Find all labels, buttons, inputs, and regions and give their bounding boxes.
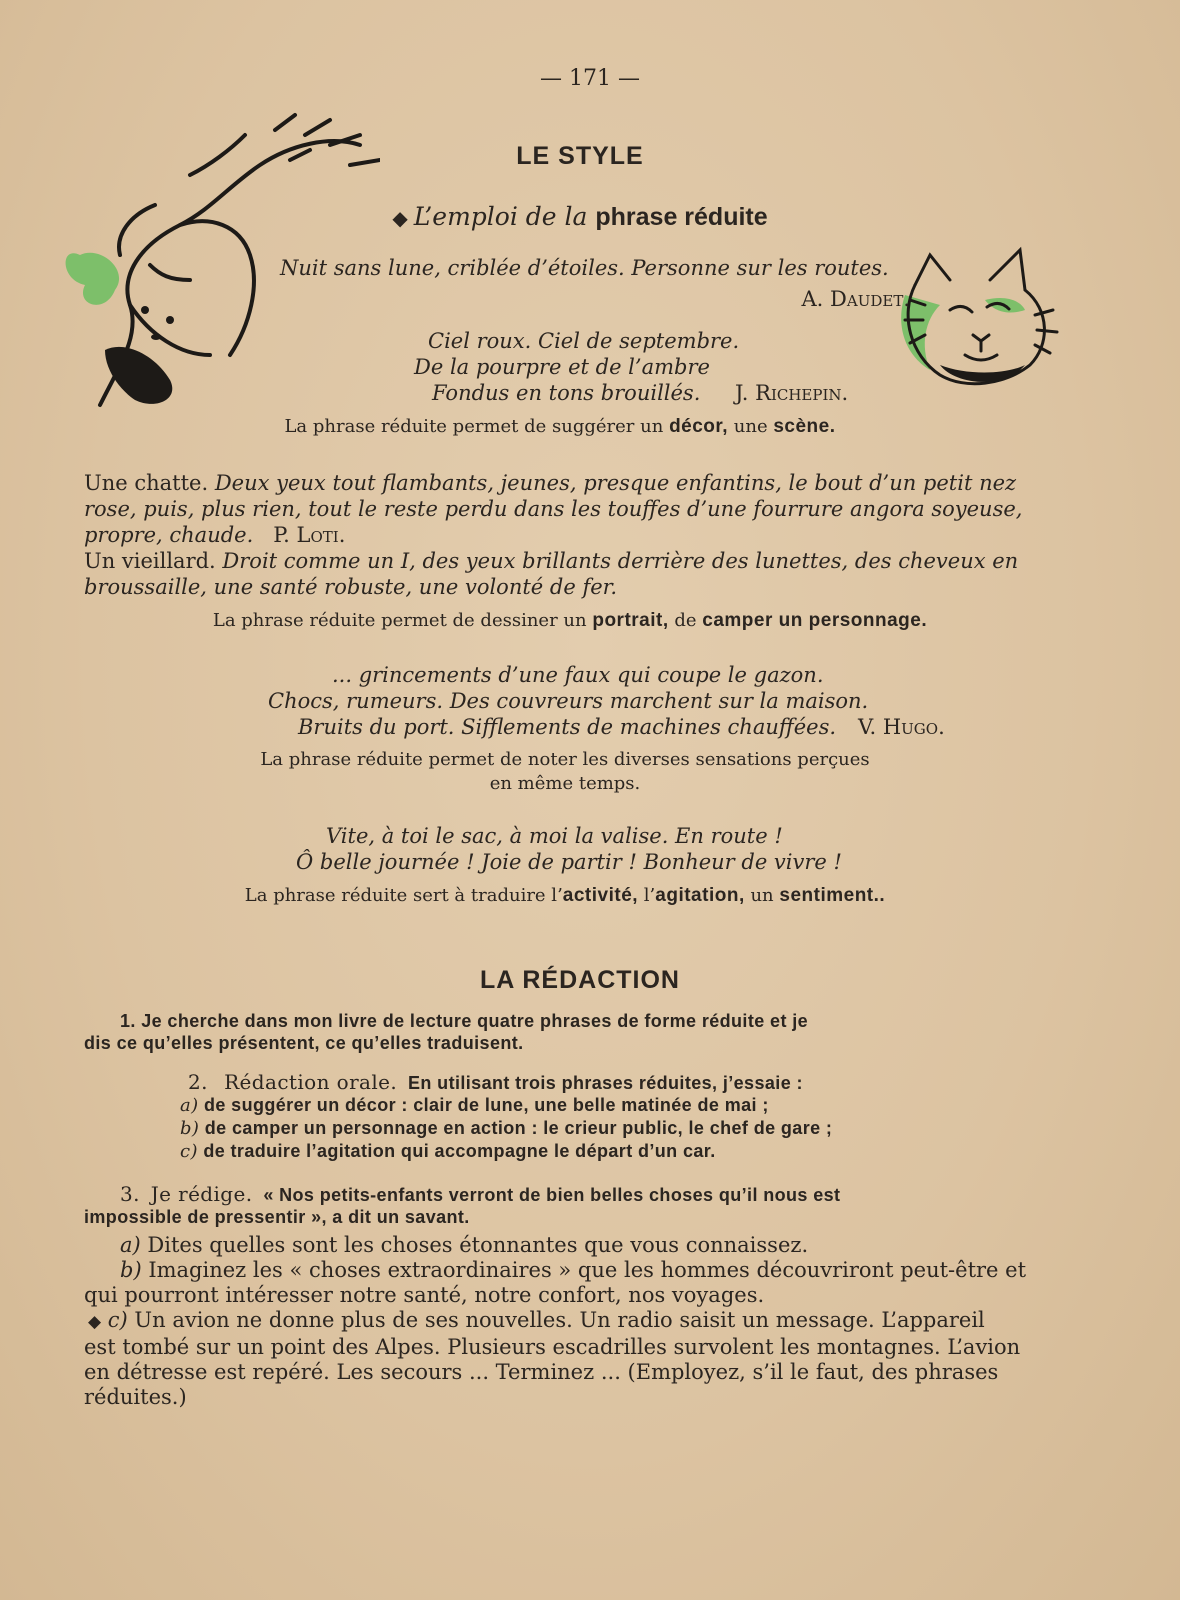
- verse-line: Bruits du port. Sifflements de machines chauffées.: [298, 715, 837, 739]
- diamond-bullet-icon: ◆: [392, 206, 408, 230]
- verse-line: Ciel roux. Ciel de septembre.: [428, 329, 740, 353]
- exercise-3-body: a) Dites quelles sont les choses étonnantes que vous connaissez. b) Imaginez les « choses extraordinaires » que les hommes découvriront peut-être et qui pourront intéresser notre santé, notre confort, nos voyages. ◆ c) Un avion ne donne plus de ses nouvelles. Un radio saisit un message. L’appareil est tombé sur un point des Alpes. Plusieurs escadrilles survolent les montagnes. L’avion en détresse est repéré. Les secours ... Terminez ... (Employez, s’il le faut, des phrases réduites.): [84, 1233, 1027, 1409]
- list-item: a) de suggérer un décor : clair de lune, une belle matinée de mai ;: [180, 1095, 769, 1116]
- rule-statement: La phrase réduite sert à traduire l’activité, l’agitation, un sentiment..: [244, 885, 886, 906]
- section-title-redaction: LA RÉDACTION: [480, 966, 680, 994]
- rule-statement: La phrase réduite permet de dessiner un portrait, de camper un personnage.: [212, 610, 928, 631]
- author-hugo: V. Hugo.: [858, 715, 945, 739]
- author-daudet: A. Daudet.: [801, 287, 910, 311]
- subtitle-lead: L’emploi de la: [413, 202, 588, 231]
- verse-line: ... grincements d’une faux qui coupe le gazon.: [332, 663, 824, 687]
- subtitle-term: phrase réduite: [595, 203, 768, 231]
- verse-line: De la pourpre et de l’ambre: [414, 355, 710, 379]
- section-title-style: LE STYLE: [516, 142, 644, 170]
- rule-statement: La phrase réduite permet de suggérer un décor, une scène.: [284, 416, 836, 437]
- cat-illustration-right: [895, 245, 1065, 395]
- diamond-bullet-icon: ◆: [88, 1312, 102, 1332]
- verse-line: Vite, à toi le sac, à moi la valise. En route !: [326, 824, 783, 848]
- page-number: — 171 —: [540, 66, 640, 91]
- exercise-1: 1. Je cherche dans mon livre de lecture quatre phrases de forme réduite et je dis ce qu’elles présentent, ce qu’elles traduisent.: [84, 1011, 809, 1053]
- paragraph-chatte: Une chatte. Deux yeux tout flambants, jeunes, presque enfantins, le bout d’un petit nez rose, puis, plus rien, tout le reste perdu dans les touffes d’une fourrure angora soyeuse, propre, chaude. P. Loti. Un vieillard. Droit comme un I, des yeux brillants derrière des lunettes, des cheveux en broussaille, une santé robuste, une volonté de fer.: [84, 471, 1023, 599]
- rule-statement: La phrase réduite permet de noter les diverses sensations perçues en même temps.: [260, 749, 870, 794]
- exercise-2: 2. Rédaction orale. En utilisant trois phrases réduites, j’essaie : a) de suggérer un décor : clair de lune, une belle matinée de mai ; b) de camper un personnage en action : le crieur public, le chef de gare ; c) de traduire l’agitation qui accompagne le départ d’un car.: [180, 1071, 1060, 1163]
- exercise-3-heading: 3. Je rédige. « Nos petits-enfants verront de bien belles choses qu’il nous est impossible de pressentir », a dit un savant.: [84, 1182, 841, 1227]
- author-richepin: J. Richepin.: [735, 381, 849, 405]
- verse-line: Chocs, rumeurs. Des couvreurs marchent sur la maison.: [268, 689, 869, 713]
- verse-line: Fondus en tons brouillés.: [432, 381, 701, 405]
- section-subtitle: [0, 202, 1160, 232]
- quote-daudet: Nuit sans lune, criblée d’étoiles. Personne sur les routes.: [280, 256, 889, 280]
- list-item: c) de traduire l’agitation qui accompagne le départ d’un car.: [180, 1141, 716, 1162]
- list-item: b) de camper un personnage en action : le crieur public, le chef de gare ;: [180, 1118, 833, 1139]
- verse-line: Ô belle journée ! Joie de partir ! Bonheur de vivre !: [296, 850, 842, 874]
